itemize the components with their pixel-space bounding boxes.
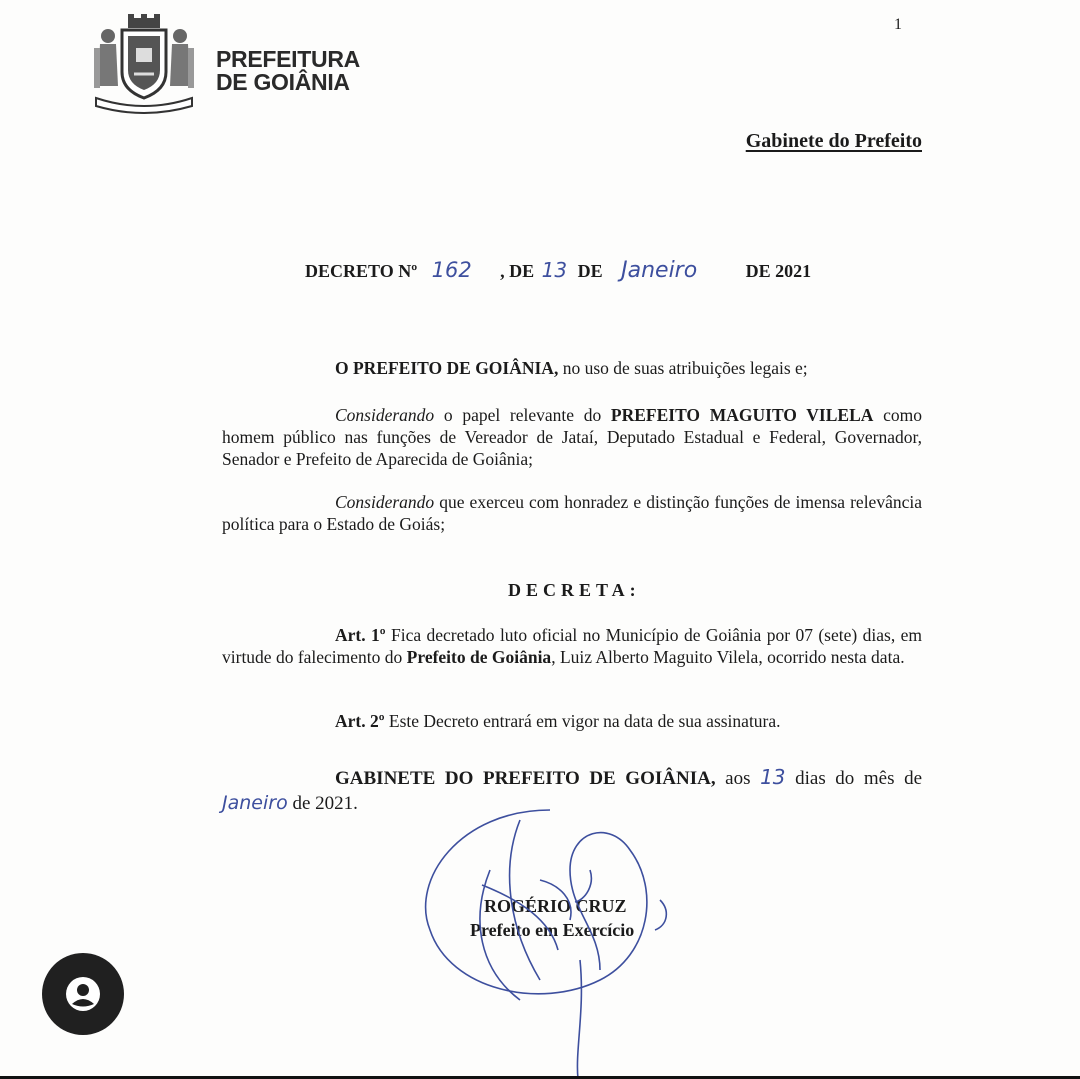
article-1-text-a: Fica decretado luto oficial no Município de Goiânia por 07 (sete) dias, em virtude do falecimento do [222, 625, 922, 667]
article-1-label: Art. 1º [335, 625, 386, 645]
considerando-paragraph-1 [222, 404, 922, 470]
decree-de-2: DE [577, 261, 603, 281]
city-seal-icon [88, 14, 200, 114]
signatory-name: ROGÉRIO CRUZ [484, 896, 627, 916]
decree-title [305, 258, 811, 283]
intro-bold: O PREFEITO DE GOIÂNIA, [335, 358, 559, 378]
closing-paragraph [222, 765, 922, 816]
considerando-1-italic: Considerando [335, 405, 435, 425]
closing-month: Janeiro [222, 792, 288, 814]
closing-bold: GABINETE DO PREFEITO DE GOIÂNIA, [335, 768, 716, 789]
closing-text-b: dias do mês de [785, 768, 923, 789]
user-icon [64, 975, 102, 1013]
considerando-1-bold: PREFEITO MAGUITO VILELA [610, 405, 874, 425]
brand-line-2: DE GOIÂNIA [216, 69, 350, 95]
office-heading: Gabinete do Prefeito [745, 130, 922, 152]
article-1 [222, 624, 922, 668]
page-number: 1 [894, 16, 902, 33]
decree-month: Janeiro [621, 258, 698, 283]
considerando-1-text-b: como homem público nas funções de Vereador de Jataí, Deputado Estadual e Federal, Governador, Senador e Prefeito de Aparecida de Goiânia; [222, 405, 922, 469]
considerando-paragraph-2 [222, 491, 922, 535]
decree-year: DE 2021 [745, 261, 812, 281]
decreta-heading: DECRETA: [508, 580, 641, 600]
article-2-label: Art. 2º [335, 711, 385, 731]
intro-paragraph [222, 357, 922, 379]
decree-day: 13 [541, 258, 568, 282]
decree-prefix: DECRETO Nº [305, 261, 418, 281]
article-1-bold: Prefeito de Goiânia [406, 647, 552, 667]
closing-text-c: de 2021. [287, 793, 358, 814]
article-2-text: Este Decreto entrará em vigor na data de sua assinatura. [384, 711, 781, 731]
considerando-1-text-a: o papel relevante do [434, 405, 611, 425]
article-1-text-b: , Luiz Alberto Maguito Vilela, ocorrido nesta data. [551, 647, 905, 667]
brand-text [216, 48, 360, 94]
brand-line-1: PREFEITURA [216, 46, 360, 72]
considerando-2-italic: Considerando [335, 492, 435, 512]
decree-number: 162 [431, 258, 472, 282]
signatory-role: Prefeito em Exercício [470, 920, 635, 940]
decree-de-1: , DE [500, 261, 535, 281]
closing-text-a: aos [715, 768, 761, 789]
logo [88, 14, 368, 114]
profile-button[interactable] [42, 953, 124, 1035]
closing-day: 13 [760, 765, 786, 789]
article-2 [222, 710, 922, 732]
intro-text: no uso de suas atribuições legais e; [558, 358, 808, 378]
considerando-2-text: que exerceu com honradez e distinção funções de imensa relevância política para o Estado de Goiás; [222, 492, 922, 534]
